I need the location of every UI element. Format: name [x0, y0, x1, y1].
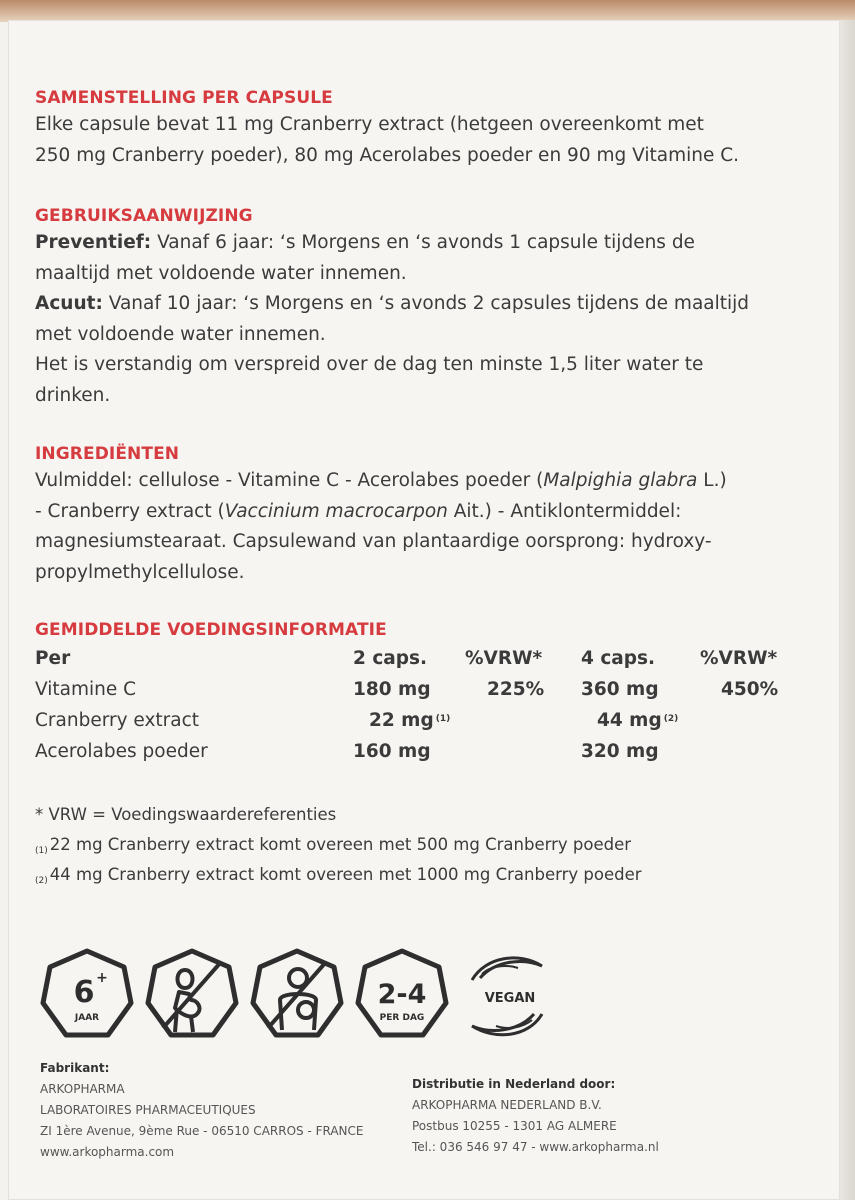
header-cell: 2 caps. [353, 648, 428, 669]
section-text [35, 228, 825, 411]
text-line: Het is verstandig om verspreid over de dag ten minste 1,5 liter water te [35, 354, 704, 375]
text-line: 250 mg Cranberry poeder), 80 mg Acerolabes poeder en 90 mg Vitamine C. [35, 144, 740, 166]
text-line: Elke capsule bevat 11 mg Cranberry extract (hetgeen overeenkomt met [35, 114, 704, 135]
footnote-1 [35, 830, 642, 860]
footnote-ref: (1) [435, 714, 451, 724]
age-unit: JAAR [74, 1013, 100, 1023]
text-line: maaltijd met voldoende water innemen. [35, 262, 407, 284]
header-cell: 4 caps. [581, 648, 656, 669]
vrw-note: * VRW = Voedingswaardereferenties [35, 805, 337, 824]
text-line: Vanaf 6 jaar: ‘s Morgens en ‘s avonds 1 capsule tijdens de [151, 232, 695, 253]
latin-name: Vaccinium macrocarpon [224, 500, 448, 522]
dose-number: 2-4 [377, 979, 427, 1010]
section-title: SAMENSTELLING PER CAPSULE [35, 88, 333, 108]
manufacturer-block [40, 1058, 364, 1163]
age-number: 6 [73, 975, 95, 1010]
age-6plus-icon [40, 948, 134, 1042]
footnote-text: 22 mg Cranberry extract komt overeen met 500 mg Cranberry poeder [49, 835, 632, 854]
manufacturer-line: LABORATOIRES PHARMACEUTIQUES [40, 1103, 256, 1117]
distributor-label: Distributie in Nederland door: [412, 1077, 616, 1091]
acuut-label: Acuut: [35, 293, 103, 314]
value-2caps: 160 mg [353, 741, 431, 762]
manufacturer-line: ARKOPHARMA [40, 1082, 125, 1096]
distributor-line: Tel.: 036 546 97 47 - www.arkopharma.nl [412, 1140, 659, 1154]
section-text [35, 466, 825, 588]
vegan-icon [460, 948, 554, 1042]
vrw-2caps: 225% [487, 679, 545, 700]
header-cell: %VRW* [700, 648, 778, 669]
text-line: met voldoende water innemen. [35, 323, 326, 345]
text-line: Vanaf 10 jaar: ‘s Morgens en ‘s avonds 2 capsules tijdens de maaltijd [102, 293, 750, 314]
age-plus: + [96, 970, 108, 986]
value-4caps: 360 mg [581, 679, 659, 700]
table-header [35, 648, 825, 679]
header-cell: Per [35, 648, 71, 669]
table-row [35, 679, 825, 710]
dose-unit: PER DAG [379, 1013, 425, 1023]
value-2caps [369, 710, 450, 731]
value-2caps: 180 mg [353, 679, 431, 700]
manufacturer-label: Fabrikant: [40, 1061, 110, 1075]
text-line: Ait.) - Antiklontermiddel: [447, 500, 682, 522]
row-label: Acerolabes poeder [35, 741, 208, 762]
header-cell: %VRW* [465, 648, 543, 669]
value-text: 44 mg [597, 710, 662, 731]
row-label: Vitamine C [35, 679, 137, 700]
value-4caps [597, 710, 678, 731]
section-voeding [35, 620, 825, 640]
row-label: Cranberry extract [35, 710, 200, 731]
text-line: - Cranberry extract ( [35, 500, 225, 522]
distributor-block [412, 1074, 659, 1158]
vrw-4caps: 450% [721, 679, 779, 700]
breastfeeding-icon [250, 948, 344, 1042]
footnote-mark: (2) [35, 876, 48, 886]
latin-name: Malpighia glabra [543, 470, 698, 491]
footnote-text: 44 mg Cranberry extract komt overeen met 1000 mg Cranberry poeder [49, 865, 642, 884]
vegan-label: VEGAN [484, 991, 536, 1006]
distributor-line: Postbus 10255 - 1301 AG ALMERE [412, 1119, 617, 1133]
table-row [35, 741, 825, 772]
nutrition-table [35, 648, 825, 772]
text-line: drinken. [35, 384, 111, 406]
text-line: L.) [697, 470, 727, 491]
section-ingredienten [35, 444, 825, 588]
footnote-ref: (2) [663, 714, 679, 724]
value-text: 22 mg [369, 710, 434, 731]
pregnancy-icon [145, 948, 239, 1042]
preventief-label: Preventief: [35, 232, 152, 253]
pictogram-row [40, 948, 580, 1048]
box-top-edge [0, 0, 855, 22]
box-side-edge [840, 20, 855, 1200]
text-line: Vulmiddel: cellulose - Vitamine C - Acerolabes poeder ( [35, 470, 544, 491]
section-title: INGREDIËNTEN [35, 444, 180, 464]
footnote-mark: (1) [35, 846, 48, 856]
text-line: magnesiumstearaat. Capsulewand van plantaardige oorsprong: hydroxy- [35, 531, 712, 552]
section-text [35, 110, 825, 171]
footnote-2 [35, 860, 642, 890]
text-line: propylmethylcellulose. [35, 561, 245, 583]
section-gebruik [35, 206, 825, 411]
dose-per-day-icon [355, 948, 449, 1042]
distributor-line: ARKOPHARMA NEDERLAND B.V. [412, 1098, 602, 1112]
manufacturer-line: ZI 1ère Avenue, 9ème Rue - 06510 CARROS - FRANCE [40, 1124, 364, 1138]
manufacturer-line: www.arkopharma.com [40, 1145, 175, 1159]
section-title: GEBRUIKSAANWIJZING [35, 206, 253, 226]
value-4caps: 320 mg [581, 741, 659, 762]
table-row [35, 710, 825, 741]
section-samenstelling [35, 88, 825, 171]
section-title: GEMIDDELDE VOEDINGSINFORMATIE [35, 620, 387, 640]
footnotes [35, 800, 642, 890]
